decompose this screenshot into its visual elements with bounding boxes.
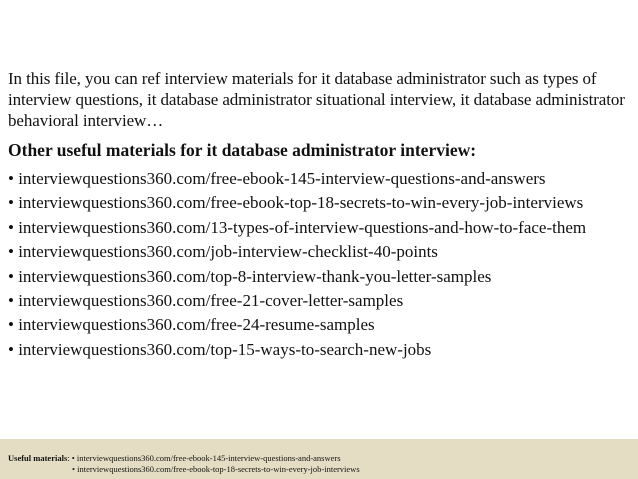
footer-content bbox=[8, 453, 360, 475]
material-link[interactable]: • interviewquestions360.com/free-ebook-145-interview-questions-and-answers bbox=[8, 169, 546, 188]
material-link[interactable]: • interviewquestions360.com/free-ebook-top-18-secrets-to-win-every-job-interviews bbox=[8, 193, 584, 213]
footer-row-first bbox=[8, 453, 360, 464]
material-link[interactable]: • interviewquestions360.com/top-15-ways-to-search-new-jobs bbox=[8, 339, 432, 359]
materials-list bbox=[8, 167, 632, 362]
footer-bar bbox=[0, 439, 638, 479]
material-link[interactable]: • interviewquestions360.com/job-interview-checklist-40-points bbox=[8, 242, 438, 262]
intro-paragraph: In this file, you can ref interview materials for it database administrator such as types of interview questions, it database administrator situational interview, it database administrator behavioral interview… bbox=[8, 69, 625, 130]
footer-link[interactable]: • interviewquestions360.com/free-ebook-145-interview-questions-and-answers bbox=[71, 453, 341, 463]
material-link[interactable]: • interviewquestions360.com/top-8-interview-thank-you-letter-samples bbox=[8, 266, 492, 286]
footer-row-second bbox=[8, 464, 360, 475]
materials-heading: Other useful materials for it database administrator interview: bbox=[8, 140, 477, 160]
material-link[interactable]: • interviewquestions360.com/free-21-cover-letter-samples bbox=[8, 291, 404, 311]
material-link[interactable]: • interviewquestions360.com/free-24-resume-samples bbox=[8, 315, 375, 335]
footer-link[interactable]: • interviewquestions360.com/free-ebook-top-18-secrets-to-win-every-job-interviews bbox=[72, 464, 360, 474]
footer-separator: : bbox=[67, 453, 72, 463]
footer-label: Useful materials bbox=[8, 453, 68, 463]
material-link[interactable]: • interviewquestions360.com/13-types-of-interview-questions-and-how-to-face-them bbox=[8, 217, 587, 237]
slide-content bbox=[8, 68, 632, 362]
